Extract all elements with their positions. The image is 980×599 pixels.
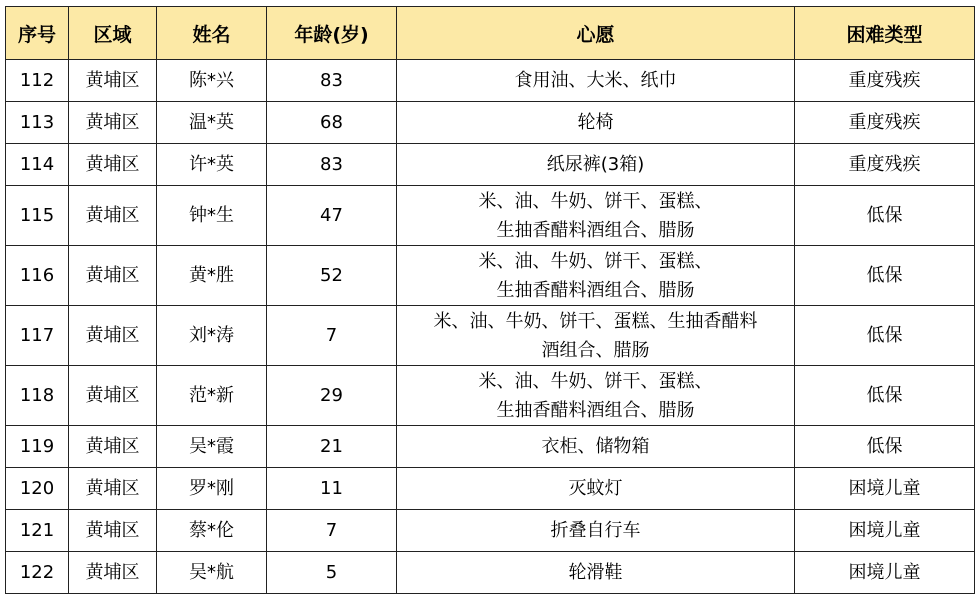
cell-no: 121: [6, 510, 69, 552]
cell-no: 117: [6, 306, 69, 366]
table-row: [6, 60, 975, 102]
cell-name: 许*英: [157, 144, 267, 186]
cell-age: 29: [267, 366, 397, 426]
cell-type: 重度残疾: [795, 102, 975, 144]
cell-type: 困境儿童: [795, 510, 975, 552]
cell-area: 黄埔区: [69, 102, 157, 144]
cell-no: 122: [6, 552, 69, 594]
table-row: [6, 102, 975, 144]
cell-wish: 米、油、牛奶、饼干、蛋糕、 生抽香醋料酒组合、腊肠: [397, 186, 795, 246]
table-row: [6, 144, 975, 186]
cell-type: 低保: [795, 246, 975, 306]
cell-type: 重度残疾: [795, 60, 975, 102]
cell-age: 11: [267, 468, 397, 510]
cell-area: 黄埔区: [69, 426, 157, 468]
cell-area: 黄埔区: [69, 60, 157, 102]
cell-name: 范*新: [157, 366, 267, 426]
wish-table: [5, 6, 975, 594]
cell-area: 黄埔区: [69, 468, 157, 510]
cell-name: 温*英: [157, 102, 267, 144]
cell-age: 68: [267, 102, 397, 144]
table-row: [6, 468, 975, 510]
header-no: 序号: [6, 7, 69, 60]
cell-wish: 轮滑鞋: [397, 552, 795, 594]
cell-area: 黄埔区: [69, 186, 157, 246]
cell-name: 刘*涛: [157, 306, 267, 366]
cell-name: 罗*刚: [157, 468, 267, 510]
cell-area: 黄埔区: [69, 306, 157, 366]
cell-area: 黄埔区: [69, 510, 157, 552]
table-row: [6, 306, 975, 366]
table-row: [6, 426, 975, 468]
cell-name: 吴*航: [157, 552, 267, 594]
cell-wish: 米、油、牛奶、饼干、蛋糕、 生抽香醋料酒组合、腊肠: [397, 246, 795, 306]
cell-wish: 衣柜、储物箱: [397, 426, 795, 468]
table-row: [6, 510, 975, 552]
cell-no: 112: [6, 60, 69, 102]
table-row: [6, 366, 975, 426]
cell-area: 黄埔区: [69, 144, 157, 186]
table-row: [6, 186, 975, 246]
cell-no: 114: [6, 144, 69, 186]
cell-type: 低保: [795, 186, 975, 246]
cell-age: 83: [267, 60, 397, 102]
cell-area: 黄埔区: [69, 246, 157, 306]
cell-name: 吴*霞: [157, 426, 267, 468]
header-age: 年龄(岁): [267, 7, 397, 60]
table-row: [6, 552, 975, 594]
cell-age: 7: [267, 510, 397, 552]
cell-type: 重度残疾: [795, 144, 975, 186]
cell-type: 困境儿童: [795, 552, 975, 594]
cell-wish: 食用油、大米、纸巾: [397, 60, 795, 102]
cell-wish: 米、油、牛奶、饼干、蛋糕、生抽香醋料 酒组合、腊肠: [397, 306, 795, 366]
cell-area: 黄埔区: [69, 366, 157, 426]
cell-age: 21: [267, 426, 397, 468]
header-type: 困难类型: [795, 7, 975, 60]
cell-type: 低保: [795, 306, 975, 366]
cell-no: 115: [6, 186, 69, 246]
cell-wish: 灭蚊灯: [397, 468, 795, 510]
cell-wish: 米、油、牛奶、饼干、蛋糕、 生抽香醋料酒组合、腊肠: [397, 366, 795, 426]
cell-type: 低保: [795, 426, 975, 468]
cell-name: 陈*兴: [157, 60, 267, 102]
cell-name: 蔡*伦: [157, 510, 267, 552]
header-name: 姓名: [157, 7, 267, 60]
header-area: 区域: [69, 7, 157, 60]
cell-type: 困境儿童: [795, 468, 975, 510]
cell-age: 47: [267, 186, 397, 246]
header-row: [6, 7, 975, 60]
cell-no: 116: [6, 246, 69, 306]
cell-wish: 纸尿裤(3箱): [397, 144, 795, 186]
cell-no: 119: [6, 426, 69, 468]
cell-name: 黄*胜: [157, 246, 267, 306]
cell-wish: 折叠自行车: [397, 510, 795, 552]
cell-age: 52: [267, 246, 397, 306]
cell-type: 低保: [795, 366, 975, 426]
cell-area: 黄埔区: [69, 552, 157, 594]
cell-no: 118: [6, 366, 69, 426]
cell-age: 5: [267, 552, 397, 594]
header-wish: 心愿: [397, 7, 795, 60]
cell-name: 钟*生: [157, 186, 267, 246]
cell-wish: 轮椅: [397, 102, 795, 144]
cell-no: 120: [6, 468, 69, 510]
cell-age: 83: [267, 144, 397, 186]
cell-no: 113: [6, 102, 69, 144]
table-row: [6, 246, 975, 306]
cell-age: 7: [267, 306, 397, 366]
